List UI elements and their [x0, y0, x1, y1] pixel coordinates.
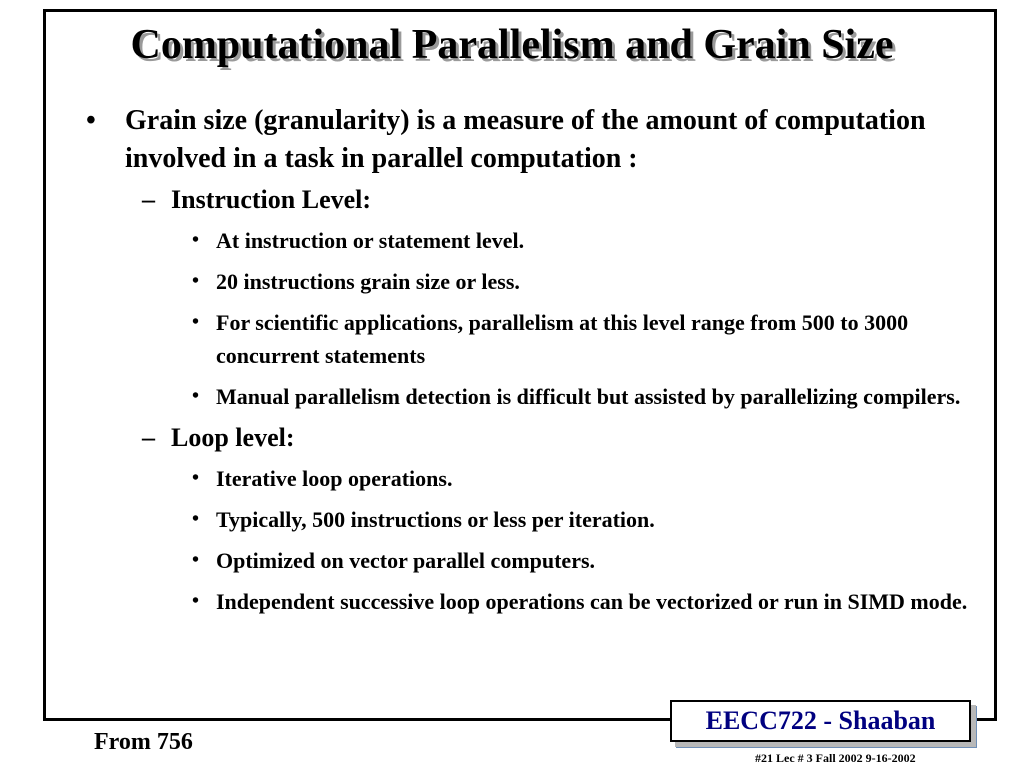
- list-item: [0, 265, 1024, 298]
- intro-bullet-text: Grain size (granularity) is a measure of the amount of computation involved in a task in parallel computation :: [125, 105, 926, 174]
- source-note: From 756: [94, 729, 193, 755]
- bullet-marker: •: [192, 508, 200, 530]
- section-heading-loop-level: [0, 421, 1024, 455]
- list-item-text: Independent successive loop operations can be vectorized or run in SIMD mode.: [216, 589, 968, 614]
- list-item-text: Typically, 500 instructions or less per iteration.: [216, 507, 655, 532]
- list-item: [0, 306, 1024, 372]
- slide-footer-info: #21 Lec # 3 Fall 2002 9-16-2002: [755, 751, 916, 765]
- list-item-text: Iterative loop operations.: [216, 466, 453, 491]
- bullet-marker: •: [192, 229, 200, 251]
- section-heading-text: Instruction Level:: [171, 185, 372, 214]
- list-item: [0, 585, 1024, 618]
- list-item: [0, 462, 1024, 495]
- bullet-marker: •: [192, 385, 200, 407]
- bullet-marker: •: [192, 590, 200, 612]
- list-item: [0, 544, 1024, 577]
- section-heading-instruction-level: [0, 183, 1024, 217]
- slide-title: Computational Parallelism and Grain Size: [130, 22, 894, 68]
- dash-marker: –: [142, 185, 155, 214]
- list-item-text: Optimized on vector parallel computers.: [216, 548, 596, 573]
- slide-content: [0, 102, 1024, 626]
- bullet-marker: •: [192, 311, 200, 333]
- intro-bullet: [0, 102, 1024, 178]
- bullet-marker: •: [192, 270, 200, 292]
- list-item: [0, 380, 1024, 413]
- list-item-text: 20 instructions grain size or less.: [216, 269, 520, 294]
- list-item: [0, 224, 1024, 257]
- bullet-marker: •: [192, 549, 200, 571]
- bullet-marker: •: [192, 467, 200, 489]
- list-item-text: Manual parallelism detection is difficult but assisted by parallelizing compilers.: [216, 384, 961, 409]
- section-heading-text: Loop level:: [171, 423, 295, 452]
- course-label-box: EECC722 - Shaaban: [670, 700, 971, 742]
- bullet-marker: •: [86, 105, 96, 136]
- list-item: [0, 503, 1024, 536]
- dash-marker: –: [142, 423, 155, 452]
- list-item-text: At instruction or statement level.: [216, 228, 525, 253]
- list-item-text: For scientific applications, parallelism at this level range from 500 to 3000 concurrent statements: [216, 310, 909, 368]
